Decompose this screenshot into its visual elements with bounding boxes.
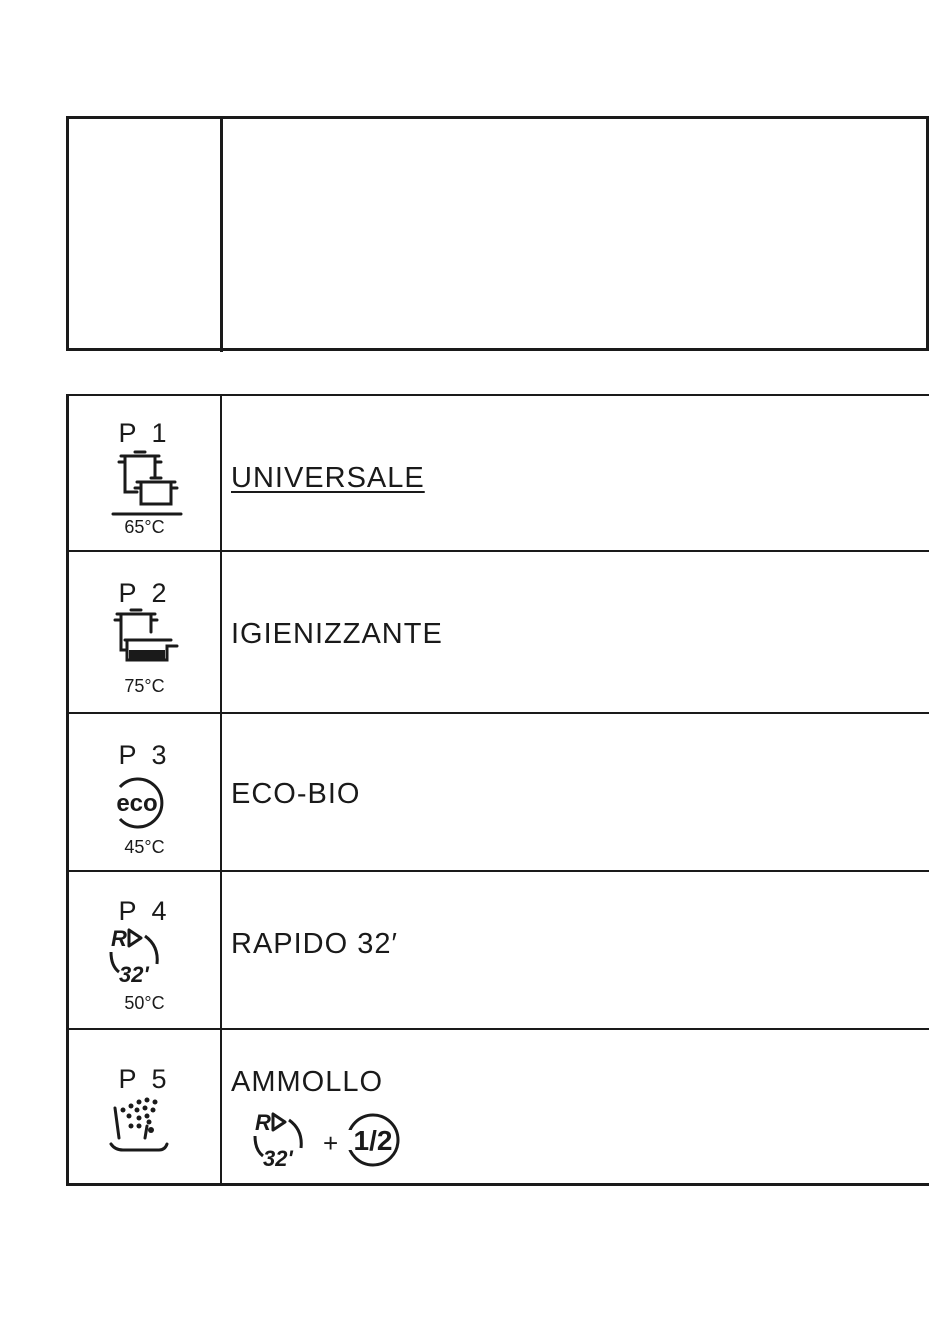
program-row-p5 bbox=[69, 1028, 929, 1185]
program-name: RAPIDO 32′ bbox=[231, 928, 398, 960]
plus-sign: + bbox=[323, 1128, 339, 1158]
program-name: ECO-BIO bbox=[231, 778, 361, 810]
half-load-text: 1/2 bbox=[353, 1125, 393, 1156]
pots-icon bbox=[107, 448, 187, 518]
program-icon-cell bbox=[69, 872, 220, 1028]
program-row-p2 bbox=[69, 550, 929, 712]
program-name: AMMOLLO bbox=[231, 1066, 384, 1098]
program-icon-cell bbox=[69, 552, 220, 712]
program-temperature: 45°C bbox=[124, 837, 165, 857]
rapid-plus-half-icon bbox=[247, 1106, 417, 1172]
program-icon-cell bbox=[69, 396, 220, 550]
rapid-r-letter: R bbox=[255, 1110, 271, 1135]
program-temperature: 50°C bbox=[124, 993, 165, 1013]
rapid-32-text: 32' bbox=[119, 962, 149, 987]
program-temperature: 75°C bbox=[124, 676, 165, 696]
program-row-p1 bbox=[69, 396, 929, 550]
program-row-p3 bbox=[69, 712, 929, 870]
program-table bbox=[66, 394, 929, 1186]
hygiene-pots-icon bbox=[105, 606, 185, 670]
program-name: IGIENIZZANTE bbox=[231, 618, 443, 650]
soak-icon bbox=[109, 1096, 171, 1154]
program-row-p4 bbox=[69, 870, 929, 1028]
program-code: P 4 bbox=[118, 896, 171, 926]
eco-icon-text: eco bbox=[116, 790, 158, 817]
top-box-divider bbox=[220, 119, 223, 352]
program-code: P 2 bbox=[118, 578, 171, 608]
program-code: P 5 bbox=[118, 1064, 171, 1094]
rapid-32-text: 32' bbox=[263, 1146, 293, 1171]
program-code: P 1 bbox=[118, 418, 171, 448]
program-temperature: 65°C bbox=[124, 517, 165, 537]
top-empty-box bbox=[66, 116, 929, 351]
eco-icon bbox=[108, 773, 168, 833]
program-icon-cell bbox=[69, 714, 220, 870]
rapid-r-letter: R bbox=[111, 926, 127, 951]
program-name: UNIVERSALE bbox=[231, 462, 425, 494]
program-code: P 3 bbox=[118, 740, 171, 770]
rapid-32-icon bbox=[107, 924, 171, 990]
program-icon-cell bbox=[69, 1030, 220, 1185]
